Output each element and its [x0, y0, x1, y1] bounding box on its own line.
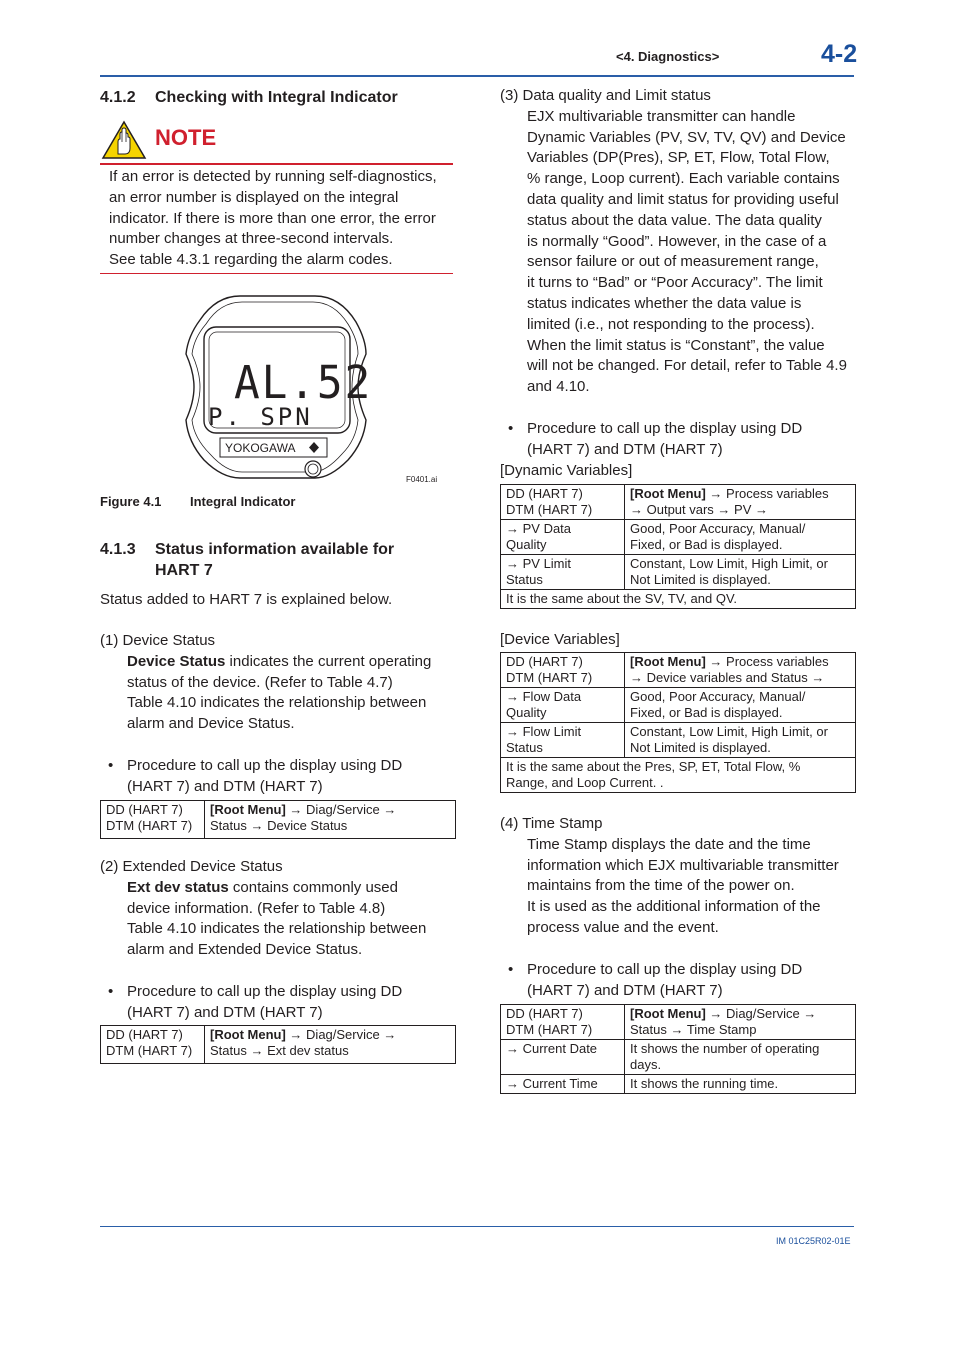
lcd-sub-readout: P. SPN [208, 403, 313, 431]
table-cell [625, 520, 856, 555]
item-text: EJX multivariable transmitter can handle [527, 107, 796, 125]
dynamic-variables-table [500, 484, 856, 609]
cell-text: → PV Data [506, 521, 572, 536]
table-cell [625, 1040, 856, 1075]
brand-logo-text: YOKOGAWA [225, 441, 296, 455]
cell-text: Status [506, 740, 543, 755]
table-row [501, 1005, 856, 1040]
ext-device-status-menu-table [100, 1025, 456, 1064]
item-text: status of the device. (Refer to Table 4.7) [127, 673, 393, 691]
cell-text: DD (HART 7) [106, 802, 183, 817]
table-cell [501, 758, 856, 793]
section-number: 4.1.3 [100, 541, 136, 558]
item-text: status indicates whether the data value is [527, 294, 802, 312]
item-text: and 4.10. [527, 378, 590, 396]
cell-text: → Diag/Service → [285, 802, 397, 817]
note-line: indicator. If there is more than one error, the error [109, 209, 436, 227]
item-heading: (2) Extended Device Status [100, 858, 283, 875]
table-row [501, 723, 856, 758]
item-text: indicates the current operating [225, 652, 432, 670]
section-title: Checking with Integral Indicator [155, 89, 398, 106]
table-row [501, 485, 856, 520]
cell-text: DTM (HART 7) [106, 1043, 193, 1058]
cell-bold-text: [Root Menu] [210, 802, 286, 817]
note-text [109, 167, 455, 271]
hand-warning-icon [101, 120, 147, 160]
table-row [501, 555, 856, 590]
table-row [501, 520, 856, 555]
cell-text: Range, and Loop Current. . [506, 775, 664, 790]
item-bold-term: Device Status [127, 652, 226, 670]
cell-text: → Process variables [705, 486, 829, 501]
cell-text: → PV Limit [506, 556, 572, 571]
table-row [501, 1075, 856, 1094]
item-text: information which EJX multivariable transmitter [527, 856, 839, 874]
table-cell [101, 801, 205, 839]
cell-text: → Device variables and Status → [630, 670, 825, 685]
item-time-stamp [500, 814, 860, 939]
item-text: is normally “Good”. However, in the case of a [527, 232, 827, 250]
cell-text: → Output vars → PV → [630, 502, 768, 517]
item-text: device information. (Refer to Table 4.8) [127, 899, 386, 917]
lcd-main-readout: AL.52 [234, 356, 373, 409]
table-row [501, 688, 856, 723]
cell-text: Constant, Low Limit, High Limit, or [630, 724, 828, 739]
figure-caption [100, 494, 295, 509]
item-text: sensor failure or out of measurement range, [527, 253, 819, 271]
item-text: process value and the event. [527, 918, 719, 936]
footer-rule [100, 1226, 854, 1227]
section-title: Status information available for [155, 541, 395, 558]
cell-text: DTM (HART 7) [506, 670, 593, 685]
cell-text: Quality [506, 537, 547, 552]
table-cell [625, 555, 856, 590]
bullet-text: (HART 7) and DTM (HART 7) [127, 777, 323, 795]
table-cell [625, 723, 856, 758]
table-cell [501, 485, 625, 520]
chapter-header: <4. Diagnostics> [616, 49, 720, 64]
cell-bold-text: [Root Menu] [630, 486, 706, 501]
note-line: See table 4.3.1 regarding the alarm codes. [109, 251, 393, 269]
cell-text: It is the same about the Pres, SP, ET, Total Flow, % [506, 759, 801, 774]
item-heading: (3) Data quality and Limit status [500, 87, 711, 104]
bullet-dot: • [108, 757, 114, 774]
cell-text: DD (HART 7) [506, 654, 583, 669]
figure-title: Integral Indicator [190, 494, 296, 509]
section-4-1-2-heading [100, 87, 398, 108]
cell-text: Not Limited is displayed. [630, 740, 771, 755]
note-box [100, 163, 453, 274]
section-number: 4.1.2 [100, 89, 136, 106]
item-data-quality [500, 86, 860, 398]
cell-text: → Diag/Service → [285, 1027, 397, 1042]
cell-text: → Process variables [705, 654, 829, 669]
cell-text: DTM (HART 7) [506, 502, 593, 517]
cell-text: → Flow Data [506, 689, 582, 704]
cell-text: Status → Device Status [210, 818, 348, 833]
item-text: Time Stamp displays the date and the time [527, 835, 811, 853]
note-line: If an error is detected by running self-diagnostics, [109, 168, 437, 185]
table-row [501, 653, 856, 688]
table-cell [501, 653, 625, 688]
cell-text: Good, Poor Accuracy, Manual/ [630, 521, 806, 536]
table-cell: → Current Time [501, 1075, 625, 1094]
item-text: alarm and Device Status. [127, 715, 295, 733]
cell-text: Fixed, or Bad is displayed. [630, 537, 783, 552]
bullet-text: (HART 7) and DTM (HART 7) [127, 1003, 323, 1021]
cell-text: → Diag/Service → [705, 1006, 817, 1021]
cell-bold-text: [Root Menu] [630, 654, 706, 669]
cell-text: Good, Poor Accuracy, Manual/ [630, 689, 806, 704]
note-line: number changes at three-second intervals. [109, 230, 394, 248]
cell-text: Not Limited is displayed. [630, 572, 771, 587]
item-text: When the limit status is “Constant”, the value [527, 336, 825, 354]
table-cell [205, 801, 456, 839]
cell-text: → Flow Limit [506, 724, 582, 739]
figure-label: Figure 4.1 [100, 494, 162, 509]
table-cell [625, 1005, 856, 1040]
table-cell [101, 1026, 205, 1064]
cell-text: Status [506, 572, 543, 587]
table-cell [501, 688, 625, 723]
item-device-status [100, 631, 455, 735]
item-text: alarm and Extended Device Status. [127, 941, 363, 959]
item-text: maintains from the time of the power on. [527, 877, 795, 895]
cell-bold-text: [Root Menu] [210, 1027, 286, 1042]
table-cell: It is the same about the SV, TV, and QV. [501, 590, 856, 609]
table-row [101, 801, 456, 839]
dynamic-variables-label: [Dynamic Variables] [500, 462, 633, 479]
item-text: limited (i.e., not responding to the process). [527, 315, 815, 333]
note-line: an error number is displayed on the integral [109, 188, 399, 206]
item-text: it turns to “Bad” or “Poor Accuracy”. The limit [527, 274, 823, 292]
table-row [101, 1026, 456, 1064]
item-text: will not be changed. For detail, refer to Table 4.9 [527, 357, 847, 375]
table-cell [501, 520, 625, 555]
cell-text: DD (HART 7) [506, 486, 583, 501]
cell-text: DTM (HART 7) [106, 818, 193, 833]
bullet-text: Procedure to call up the display using DD [527, 420, 803, 437]
device-variables-table [500, 652, 856, 793]
item-text: status about the data value. The data quality [527, 211, 822, 229]
table-cell [205, 1026, 456, 1064]
item-text: Variables (DP(Pres), SP, ET, Flow, Total Flow, [527, 149, 830, 167]
device-status-menu-table [100, 800, 456, 839]
table-cell [501, 723, 625, 758]
table-row [501, 590, 856, 609]
page-number: 4-2 [821, 40, 858, 68]
cell-text: days. [630, 1057, 662, 1072]
cell-text: Constant, Low Limit, High Limit, or [630, 556, 828, 571]
bullet-dot: • [508, 961, 514, 978]
note-title: NOTE [155, 125, 217, 150]
table-cell [625, 688, 856, 723]
item-text: data quality and limit status for providing useful [527, 190, 839, 208]
section-title-cont: HART 7 [155, 562, 213, 579]
table-cell: → Current Date [501, 1040, 625, 1075]
bullet-text: (HART 7) and DTM (HART 7) [527, 440, 723, 458]
item-bold-term: Ext dev status [127, 878, 229, 896]
cell-text: Fixed, or Bad is displayed. [630, 705, 783, 720]
cell-text: DD (HART 7) [106, 1027, 183, 1042]
bullet-text: Procedure to call up the display using DD [527, 961, 803, 978]
table-cell [625, 485, 856, 520]
item-heading: (1) Device Status [100, 632, 216, 649]
device-variables-label: [Device Variables] [500, 631, 620, 648]
table-cell [625, 653, 856, 688]
cell-text: DD (HART 7) [506, 1006, 583, 1021]
table-cell [501, 555, 625, 590]
figure-file-name: F0401.ai [406, 475, 438, 484]
table-row [501, 1040, 856, 1075]
cell-text: Quality [506, 705, 547, 720]
item-text: Table 4.10 indicates the relationship between [127, 920, 427, 938]
bullet-text: (HART 7) and DTM (HART 7) [527, 981, 723, 999]
table-row [501, 758, 856, 793]
item-text: Table 4.10 indicates the relationship between [127, 694, 427, 712]
table-cell [501, 1005, 625, 1040]
time-stamp-table [500, 1004, 856, 1094]
item-text: It is used as the additional information of the [527, 898, 821, 916]
cell-text: Status → Time Stamp [630, 1022, 757, 1037]
bullet-dot: • [108, 983, 114, 1000]
item-text: Dynamic Variables (PV, SV, TV, QV) and Device [527, 128, 846, 146]
cell-text: Status → Ext dev status [210, 1043, 349, 1058]
cell-bold-text: [Root Menu] [630, 1006, 706, 1021]
section-4-1-3-heading [100, 539, 394, 581]
table-cell: It shows the running time. [625, 1075, 856, 1094]
item-extended-device-status [100, 857, 455, 961]
item-text: contains commonly used [228, 878, 398, 896]
cell-text: It shows the number of operating [630, 1041, 820, 1056]
bullet-text: Procedure to call up the display using DD [127, 983, 403, 1000]
cell-text: DTM (HART 7) [506, 1022, 593, 1037]
item-heading: (4) Time Stamp [500, 815, 603, 832]
bullet-text: Procedure to call up the display using DD [127, 757, 403, 774]
item-text: % range, Loop current). Each variable contains [527, 170, 840, 188]
document-id: IM 01C25R02-01E [776, 1236, 851, 1246]
bullet-dot: • [508, 420, 514, 437]
header-rule [100, 75, 854, 77]
intro-text: Status added to HART 7 is explained below. [100, 591, 393, 608]
